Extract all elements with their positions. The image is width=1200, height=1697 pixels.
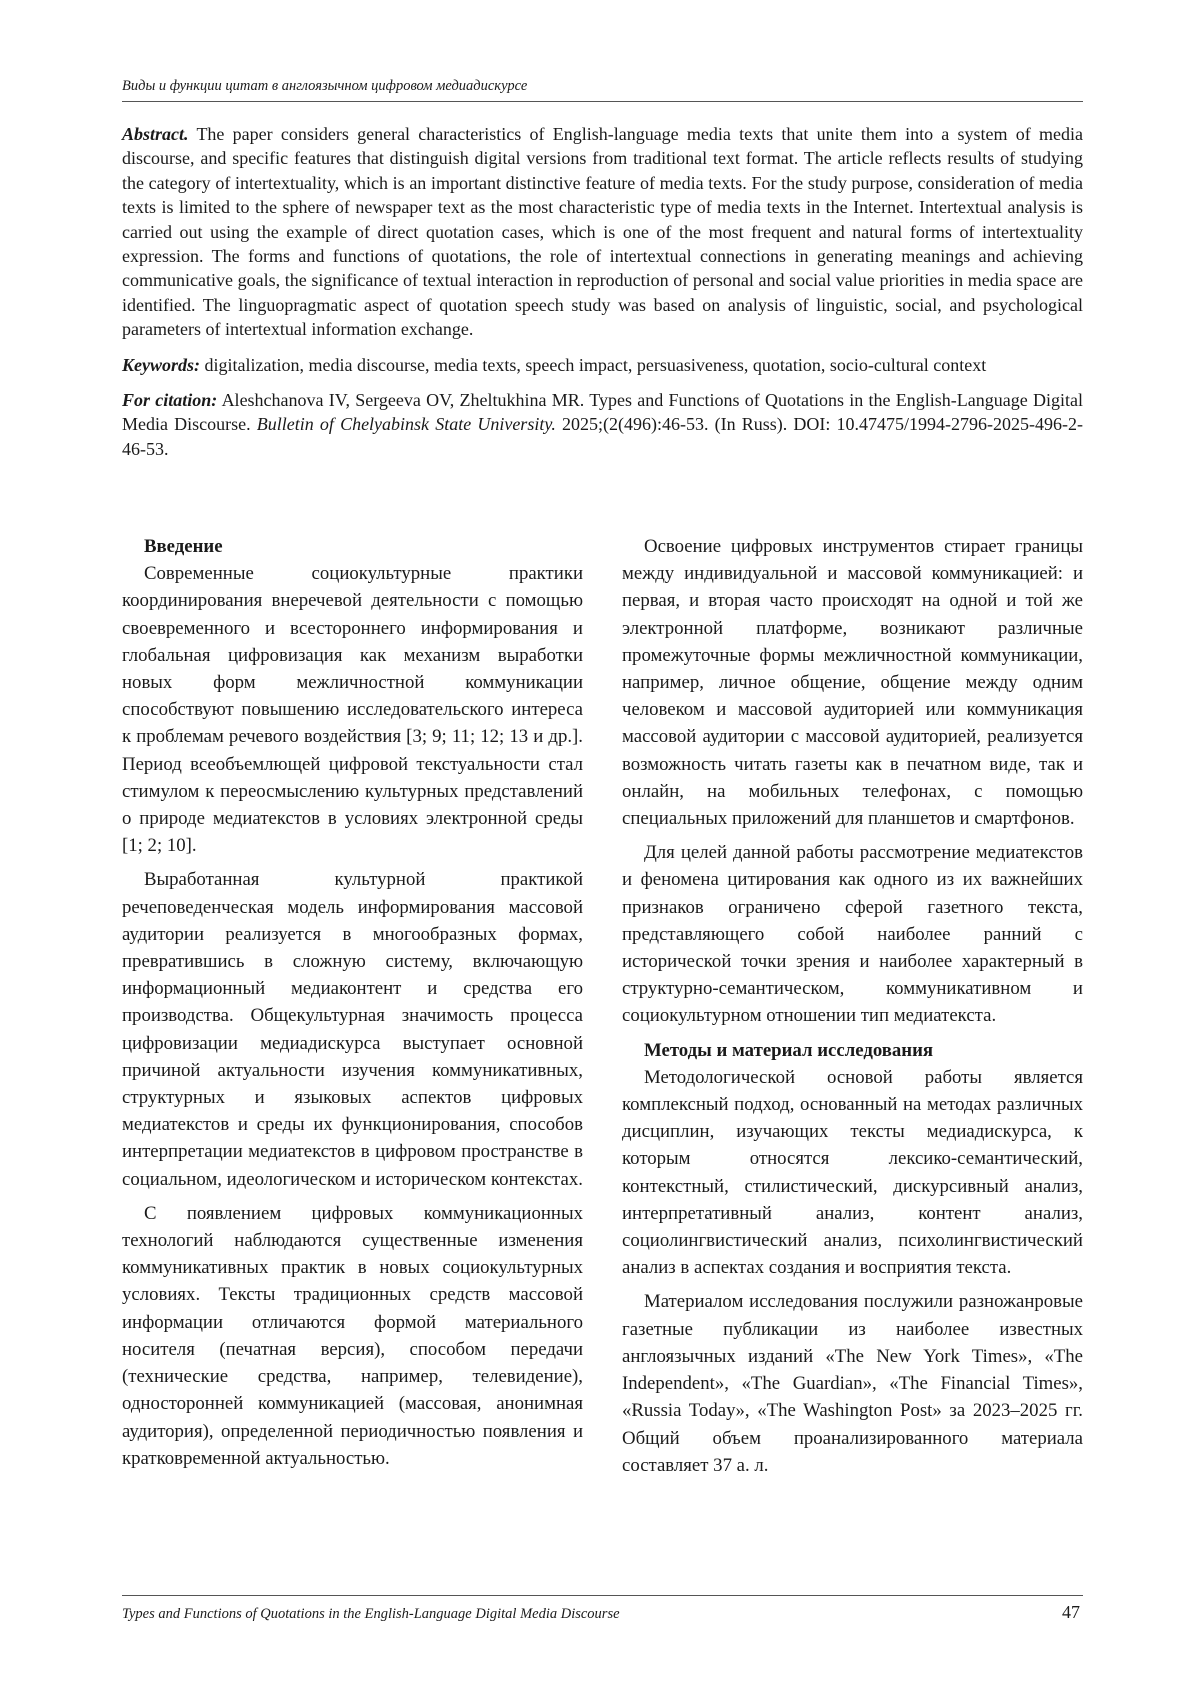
abstract-text: The paper considers general characteristics of English-language media texts that unite them into a system of media discourse, and specific features that distinguish digital versions from traditional text format. The article reflects results of studying the category of intertextuality, which is an important distinctive feature of media texts. For the study purpose, consideration of media texts is limited to the sphere of newspaper text as the most characteristic type of media texts in the Internet. Intertextual analysis is carried out using the example of direct quotation cases, which is one of the most frequent and natural forms of intertextuality expression. The forms and functions of quotations, the role of intertextual connections in generating meanings and achieving communicative goals, the significance of textual interaction in reproduction of personal and social value priorities in media space are identified. The linguopragmatic aspect of quotation speech study was based on analysis of linguistic, social, and psychological parameters of intertextual information exchange.: [122, 124, 1083, 340]
right-column: [622, 533, 1083, 1486]
paragraph: Материалом исследования послужили разножанровые газетные публикации из наиболее известных англоязычных изданий «The New York Times», «The Independent», «The Guardian», «The Financial Times», «Russia Today», «The Washington Post» за 2023–2025 гг. Общий объем проанализированного материала составляет 37 а. л.: [622, 1291, 1083, 1476]
section-heading-introduction: Введение: [144, 536, 223, 557]
paragraph: Выработанная культурной практикой речеповеденческая модель информирования массовой аудитории реализуется в многообразных формах, превратившись в сложную систему, включающую информационный медиаконтент и средства его производства. Общекультурная значимость процесса цифровизации медиадискурса выступает основной причиной актуальности изучения коммуникативных, структурных и языковых аспектов цифровых медиатекстов и среды их функционирования, способов интерпретации медиатекстов в цифровом пространстве в социальном, идеологическом и историческом контекстах.: [122, 869, 583, 1190]
paragraph: С появлением цифровых коммуникационных технологий наблюдаются существенные изменения коммуникативных практик в новых социокультурных условиях. Тексты традиционных средств массовой информации отличаются формой материального носителя (печатная версия), способом передачи (технические средства, например, телевидение), односторонней коммуникацией (массовая, анонимная аудитория), определенной периодичностью появления и кратковременной актуальностью.: [122, 1202, 583, 1469]
abstract-label: Abstract.: [122, 124, 189, 144]
citation-details: 2025;(2(496):46-53. (In Russ). DOI: 10.47475/1994-2796-2025-496-2-46-53.: [122, 414, 1084, 459]
running-footer: Types and Functions of Quotations in the English-Language Digital Media Discourse: [122, 1606, 620, 1622]
page-number: 47: [1062, 1602, 1080, 1622]
abstract: [122, 122, 1083, 342]
running-header-title: Виды и функции цитат в англоязычном цифровом медиадискурсе: [122, 78, 528, 94]
keywords: [122, 353, 1083, 377]
citation-text: Aleshchanova IV, Sergeeva OV, Zheltukhina MR. Types and Functions of Quotations in the English-Language Digital Media Discourse.: [122, 390, 1083, 435]
footer-divider: [122, 1595, 1083, 1596]
paragraph: Современные социокультурные практики координирования внеречевой деятельности с помощью своевременного и всестороннего информирования и глобальная цифровизация как механизм выработки новых форм межличностной коммуникации способствуют повышению исследовательского интереса к проблемам речевого воздействия [3; 9; 11; 12; 13 и др.]. Период всеобъемлющей цифровой текстуальности стал стимулом к переосмыслению культурных представлений о природе медиатекстов в условиях электронной среды [1; 2; 10].: [122, 563, 583, 857]
citation: [122, 388, 1083, 461]
paragraph: Методологической основой работы является комплексный подход, основанный на методах различных дисциплин, изучающих тексты медиадискурса, к которым относятся лексико-семантический, контекстный, стилистический, дискурсивный анализ, интерпретативный анализ, контент анализ, социолингвистический анализ, психолингвистический анализ в аспектах создания и восприятия текста.: [622, 1066, 1083, 1279]
keywords-label: Keywords:: [122, 354, 200, 375]
left-column: [122, 533, 583, 1479]
paragraph: Освоение цифровых инструментов стирает границы между индивидуальной и массовой коммуникацией: и первая, и вторая часто происходят на одной и той же электронной платформе, возникают различные промежуточные формы межличностной коммуникации, например, личное общение, общение между одним человеком и массовой аудиторией или коммуникация массовой аудитории с массовой аудиторией, реализуется возможность читать газеты как в печатном виде, так и онлайн, на мобильных телефонах, с помощью специальных приложений для планшетов и смартфонов.: [622, 536, 1083, 830]
running-header: [122, 78, 1083, 102]
keywords-text: digitalization, media discourse, media texts, speech impact, persuasiveness, quotation, socio-cultural context: [204, 354, 987, 375]
paragraph: Для целей данной работы рассмотрение медиатекстов и феномена цитирования как одного из их важнейших признаков ограничено сферой газетного текста, представляющего собой наиболее ранний с исторической точки зрения и наиболее характерный в структурно-семантическом, коммуникативном и социокультурном отношении тип медиатекста.: [622, 842, 1083, 1027]
section-heading-methods: Методы и материал исследования: [644, 1039, 934, 1061]
citation-journal: Bulletin of Chelyabinsk State University.: [256, 414, 556, 435]
front-matter: [122, 122, 1083, 472]
citation-label: For citation:: [122, 390, 218, 411]
